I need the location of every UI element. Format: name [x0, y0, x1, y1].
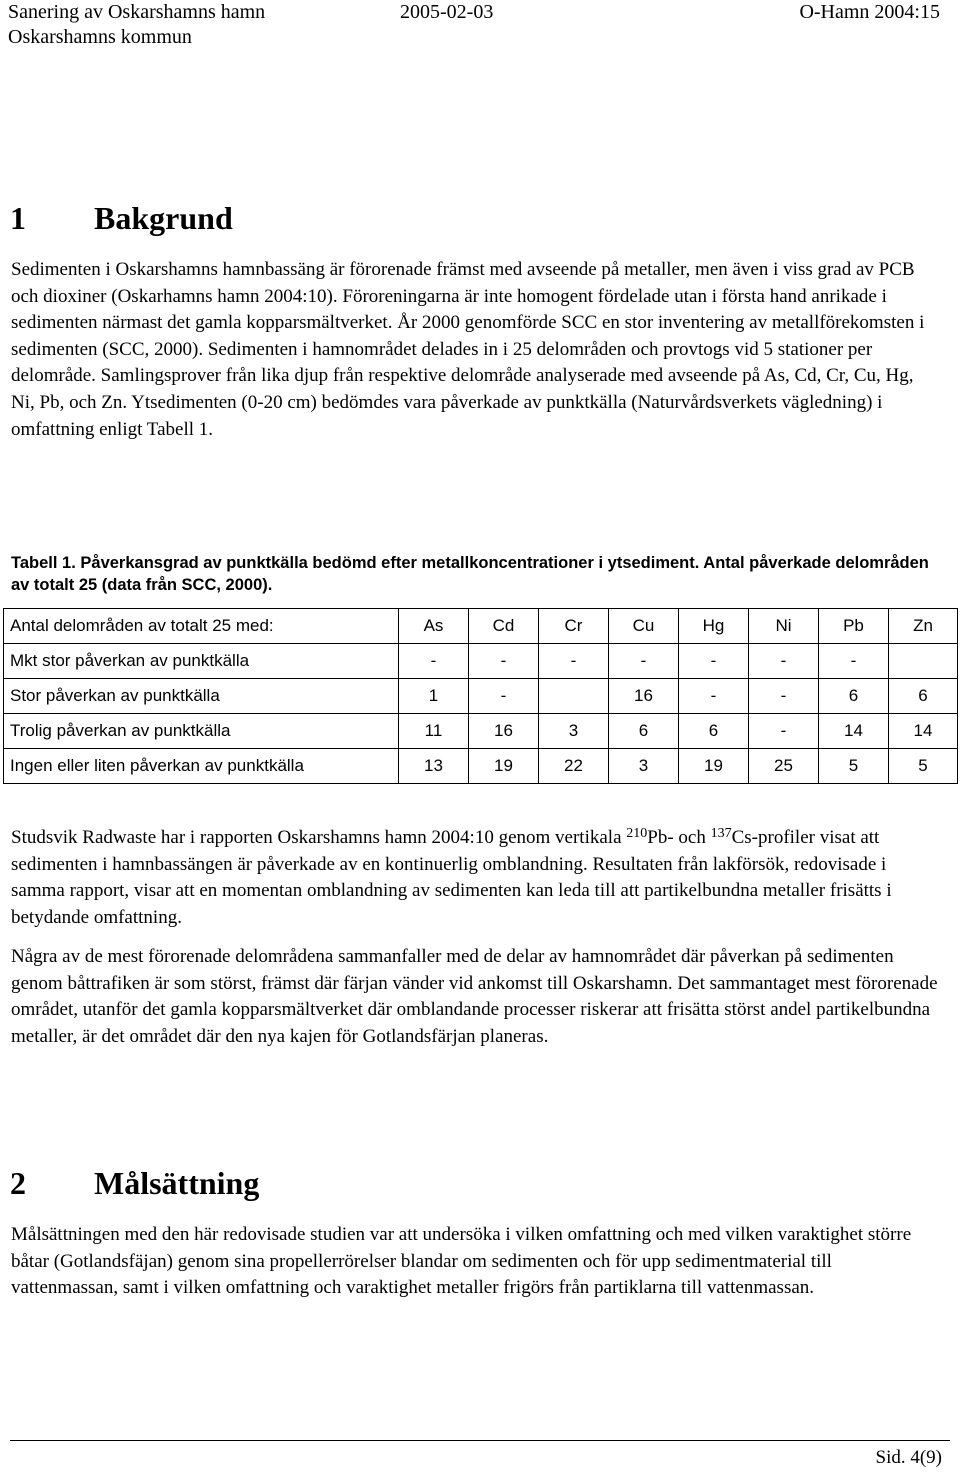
section-1-title: Bakgrund: [94, 200, 233, 236]
table-cell: 3: [539, 714, 609, 749]
table-cell: -: [749, 714, 819, 749]
table-1: [3, 608, 958, 784]
paragraph-isotope-text-1: Studsvik Radwaste har i rapporten Oskarshamns hamn 2004:10 genom vertikala: [11, 827, 627, 848]
table-row: [4, 714, 958, 749]
section-2-number: 2: [10, 1165, 26, 1201]
isotope-137-superscript: 137: [710, 826, 732, 841]
table-cell: 3: [609, 749, 679, 784]
paragraph-isotope-text-3: Cs-profiler visat att sedimenten i hamnbassängen är påverkade av en kontinuerlig omblandning. Resultaten från lakförsök, redovisade i samma rapport, visar att en momentan omblandning av sedimenten kan leda till att partikelbundna metaller frisätts i betydande omfattning.: [11, 827, 892, 928]
table-cell: 5: [819, 749, 889, 784]
table-header-zn: Zn: [889, 609, 958, 644]
section-2-paragraph: Målsättningen med den här redovisade studien var att undersöka i vilken omfattning och med vilken varaktighet större båtar (Gotlandsfäjan) genom sina propellerrörelser blandar om sedimenten och för upp sedimentmaterial till vattenmassan, samt i vilken omfattning och varaktighet metaller frigörs från partiklarna till vattenmassan.: [11, 1224, 912, 1299]
table-header-label: Antal delområden av totalt 25 med:: [4, 609, 399, 644]
section-2-title: Målsättning: [94, 1165, 260, 1201]
header-organization: Oskarshamns kommun: [8, 26, 192, 48]
section-2-heading: [10, 1163, 259, 1203]
table-row: [4, 644, 958, 679]
table-cell: 19: [679, 749, 749, 784]
isotope-210-superscript: 210: [626, 826, 648, 841]
table-cell: -: [749, 679, 819, 714]
table-cell: -: [749, 644, 819, 679]
header-left: [8, 0, 265, 50]
section-1-heading: [10, 198, 233, 238]
paragraph-isotope-text-2: Pb- och: [647, 827, 711, 848]
table-header-row: [4, 609, 958, 644]
table-header-cd: Cd: [469, 609, 539, 644]
table-cell: [539, 679, 609, 714]
table-cell: -: [609, 644, 679, 679]
table-cell: 22: [539, 749, 609, 784]
table-cell: -: [539, 644, 609, 679]
table-cell: 6: [889, 679, 958, 714]
page-number: Sid. 4(9): [875, 1447, 942, 1468]
table-1-caption: Tabell 1. Påverkansgrad av punktkälla bedömd efter metallkoncentrationer i ytsediment. Antal påverkade delområden av totalt 25 (data från SCC, 2000).: [11, 554, 929, 594]
header-title: Sanering av Oskarshamns hamn: [8, 1, 266, 23]
table-cell: -: [399, 644, 469, 679]
table-header-as: As: [399, 609, 469, 644]
table-row: [4, 679, 958, 714]
table-header-cu: Cu: [609, 609, 679, 644]
table-cell: Ingen eller liten påverkan av punktkälla: [4, 749, 399, 784]
table-header-pb: Pb: [819, 609, 889, 644]
table-cell: 6: [819, 679, 889, 714]
table-row: [4, 749, 958, 784]
table-cell: 5: [889, 749, 958, 784]
section-1-number: 1: [10, 200, 26, 236]
header-doc-id: O-Hamn 2004:15: [799, 1, 940, 23]
table-cell: 14: [819, 714, 889, 749]
table-cell: 19: [469, 749, 539, 784]
table-cell: -: [679, 679, 749, 714]
table-cell: Stor påverkan av punktkälla: [4, 679, 399, 714]
table-header-hg: Hg: [679, 609, 749, 644]
table-cell: 16: [469, 714, 539, 749]
table-cell: Trolig påverkan av punktkälla: [4, 714, 399, 749]
table-cell: -: [469, 644, 539, 679]
table-cell: -: [469, 679, 539, 714]
header-date: 2005-02-03: [400, 1, 494, 23]
table-cell: 14: [889, 714, 958, 749]
table-cell: 25: [749, 749, 819, 784]
section-1-paragraph: Sedimenten i Oskarshamns hamnbassäng är förorenade främst med avseende på metaller, men även i viss grad av PCB och dioxiner (Oskarhamns hamn 2004:10). Föroreningarna är inte homogent fördelade utan i första hand anrikade i sedimenten närmast det gamla kopparsmältverket. År 2000 genomförde SCC en stor inventering av metallförekomsten i sedimenten (SCC, 2000). Sedimenten i hamnområdet delades in i 25 delområden och provtogs vid 5 stationer per delområde. Samlingsprover från lika djup från respektive delområde analyserade med avseende på As, Cd, Cr, Cu, Hg, Ni, Pb, och Zn. Ytsedimenten (0-20 cm) bedömdes vara påverkade av punktkälla (Naturvårdsverkets vägledning) i omfattning enligt Tabell 1.: [11, 259, 925, 440]
paragraph-isotope-profiles: [11, 825, 941, 931]
table-cell: [889, 644, 958, 679]
table-cell: 6: [679, 714, 749, 749]
table-cell: 16: [609, 679, 679, 714]
table-cell: -: [819, 644, 889, 679]
paragraph-polluted-areas: Några av de mest förorenade delområdena sammanfaller med de delar av hamnområdet där påverkan på sedimenten genom båttrafiken är som störst, främst där färjan vänder vid ankomst till Oskarshamn. Det sammantaget mest förorenade området, utanför det gamla kopparsmältverket där omblandande processer riskerar att frisätta störst andel partikelbundna metaller, är det området där den nya kajen för Gotlandsfärjan planeras.: [11, 946, 938, 1047]
table-cell: -: [679, 644, 749, 679]
table-cell: 11: [399, 714, 469, 749]
table-header-ni: Ni: [749, 609, 819, 644]
table-cell: Mkt stor påverkan av punktkälla: [4, 644, 399, 679]
table-cell: 13: [399, 749, 469, 784]
table-cell: 6: [609, 714, 679, 749]
table-cell: 1: [399, 679, 469, 714]
footer-divider: [10, 1440, 950, 1441]
table-header-cr: Cr: [539, 609, 609, 644]
